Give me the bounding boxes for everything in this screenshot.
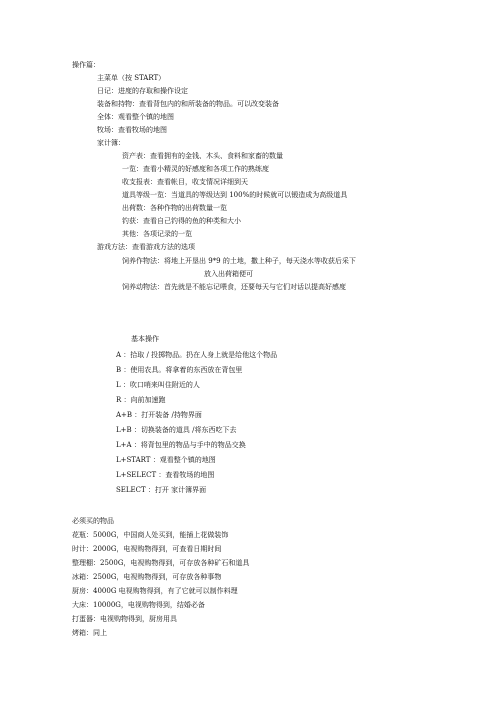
account-item: 收支报表：查看帐目，收支情况详细到天: [122, 178, 248, 186]
account-item: 其他：各项记录的一览: [122, 230, 192, 238]
basic-item: L+A ：将背包里的物品与手中的物品交换: [116, 441, 246, 449]
account-book-line: 家计簿：: [97, 139, 125, 147]
purchase-item: 厨房：4000G 电视购物得到，有了它就可以制作料理: [72, 587, 238, 595]
account-item: 出荷数：各种作物的出荷数量一览: [122, 204, 227, 212]
ranch-line: 牧场：查看牧场的地图: [97, 126, 167, 134]
purchase-item: 花瓶：5000G，中国商人处买到，能插上花做装饰: [72, 531, 229, 539]
basic-item: L ：吹口哨来叫住附近的人: [116, 381, 200, 389]
animal-method-line: 饲养动物法：首先就是不能忘记喂食，还要每天与它们对话以提高好感度: [122, 283, 346, 291]
purchases-heading: 必须买的物品: [72, 517, 114, 525]
overview-line: 全体：观看整个镇的地图: [97, 113, 174, 121]
basic-item: L+SELECT ：查看牧场的地图: [116, 471, 215, 479]
purchase-item: 烤箱：同上: [72, 629, 107, 637]
crop-method-continuation: 放入出荷箱便可: [204, 270, 253, 278]
purchase-item: 冰箱：2500G，电视购物得到，可存放各种事物: [72, 573, 222, 581]
basic-item: R ：向前加速跑: [116, 396, 166, 404]
basic-item: B ：使用农具。将拿着的东西放在背包里: [116, 366, 243, 374]
account-item: 资产表：查看拥有的金钱、木头、食料和家畜的数量: [122, 152, 283, 160]
basic-item: SELECT ：打开 家计簿界面: [116, 486, 207, 494]
main-menu-line: 主菜单（按 START）: [97, 74, 166, 82]
purchase-item: 时计：2000G，电视购物得到，可查看日期时间: [72, 545, 222, 553]
basic-item: A ：拾取 / 投掷物品。扔在人身上就是给他这个物品: [116, 351, 278, 359]
account-item: 道具等级一览：当道具的等级达到 100%的时候就可以锻造成为高级道具: [122, 191, 348, 199]
basic-heading: 基本操作: [131, 335, 159, 343]
purchase-item: 整理棚：2500G，电视购物得到，可存放各种矿石和道具: [72, 559, 250, 567]
basic-item: L+B ：切换装备的道具 /将东西吃下去: [116, 426, 237, 434]
basic-item: A+B ：打开装备 /持物界面: [116, 411, 202, 419]
diary-line: 日记：进度的存取和操作设定: [97, 87, 188, 95]
equipment-line: 装备和持物：查看背包内的和所装备的物品。可以改变装备: [97, 100, 279, 108]
crop-method-line: 饲养作物法：将地上开垦出 9*9 的土地，撒上种子，每天浇水等收获后采下: [122, 257, 356, 265]
operation-heading: 操作篇：: [72, 61, 100, 69]
purchase-item: 打蛋器：电视购物得到，厨房用具: [72, 615, 177, 623]
account-item: 钓获：查看自己钓得的鱼的种类和大小: [122, 217, 241, 225]
account-item: 一览：查看小精灵的好感度和各项工作的熟练度: [122, 165, 269, 173]
basic-item: L+START ：观看整个镇的地图: [116, 456, 216, 464]
game-method-line: 游戏方法：查看游戏方法的选项: [97, 243, 195, 251]
purchase-item: 大床：10000G，电视购物得到，结婚必备: [72, 601, 205, 609]
